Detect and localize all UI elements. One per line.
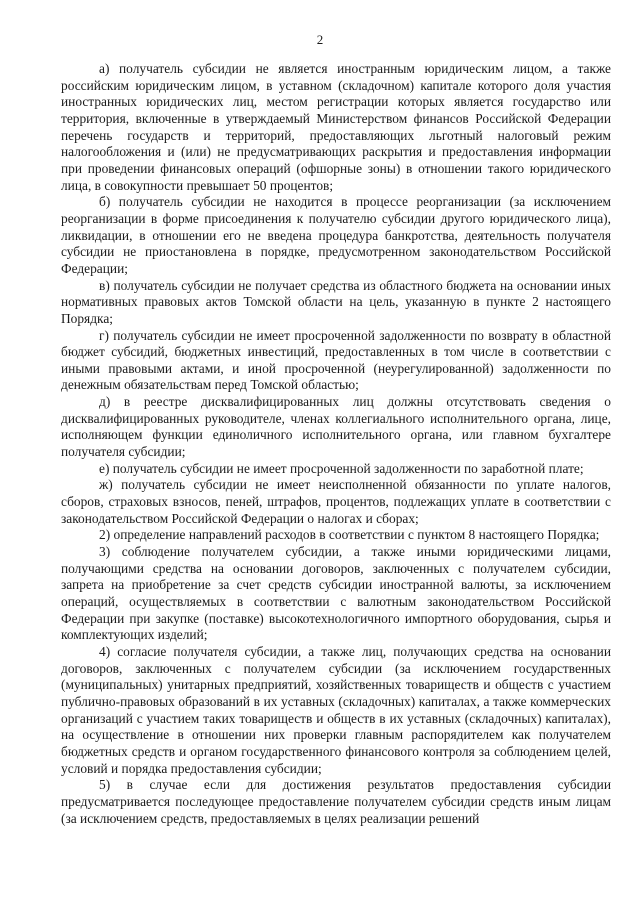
paragraph-a: а) получатель субсидии не является иностранным юридическим лицом, а также российским юридическим лицом, в уставном (складочном) капитале которого доля участия иностранных юридических лиц, местом регистрации которых является государство или территория, включенные в утверждаемый Министерством финансов Российской Федерации перечень государств и территорий, предоставляющих льготный налоговый режим налогообложения и (или) не предусматривающих раскрытия и предоставления информации при проведении финансовых операций (офшорные зоны) в отношении такого юридического лица, в совокупности превышает 50 процентов; — [61, 61, 611, 193]
paragraph-2: 2) определение направлений расходов в соответствии с пунктом 8 настоящего Порядка; — [99, 527, 600, 543]
paragraph-4: 4) согласие получателя субсидии, а также лиц, получающих средства на основании договоров, заключенных с получателем субсидии (за исключением государственных (муниципальных) унитарных предприятий, хозяйственных товариществ и обществ с участием публично-правовых образований в их уставных (складочных) капиталах, а также коммерческих организаций с участием таких товариществ и обществ в их уставных (складочных) капиталах), на осуществление в отношении них проверки главным распорядителем как получателем бюджетных средств и органом государственного финансового контроля за соблюдением целей, условий и порядка предоставления субсидии; — [61, 643, 611, 776]
page-number: 2 — [316, 32, 324, 47]
paragraph-v: в) получатель субсидии не получает средства из областного бюджета на основании иных нормативных правовых актов Томской области на цель, указанную в пункте 2 настоящего Порядка; — [61, 277, 611, 326]
paragraph-g: г) получатель субсидии не имеет просроченной задолженности по возврату в областной бюджет субсидий, бюджетных инвестиций, предоставленных в том числе в соответствии с иными правовыми актами, и иной просроченной (неурегулированной) задолженности по денежным обязательствам перед Томской областью; — [61, 327, 611, 393]
paragraph-zh: ж) получатель субсидии не имеет неисполненной обязанности по уплате налогов, сборов, страховых взносов, пеней, штрафов, процентов, подлежащих уплате в соответствии с законодательством Российской Федерации о налогах и сборах; — [61, 477, 611, 526]
paragraph-5: 5) в случае если для достижения результатов предоставления субсидии предусматривается последующее предоставление получателем субсидии средств иным лицам (за исключением средств, предоставляемых в целях реализации решений — [61, 777, 611, 826]
document-body — [61, 61, 611, 827]
paragraph-e: е) получатель субсидии не имеет просроченной задолженности по заработной плате; — [99, 460, 584, 476]
paragraph-b: б) получатель субсидии не находится в процессе реорганизации (за исключением реорганизации в форме присоединения к получателю субсидии другого юридического лица), ликвидации, в отношении его не введена процедура банкротства, деятельность получателя субсидии не приостановлена в порядке, предусмотренном законодательством Российской Федерации; — [61, 194, 611, 276]
paragraph-d: д) в реестре дисквалифицированных лиц должны отсутствовать сведения о дисквалифицированных руководителе, членах коллегиального исполнительного органа, лице, исполняющем функции единоличного исполнительного органа, или главном бухгалтере получателя субсидии; — [61, 394, 611, 460]
paragraph-3: 3) соблюдение получателем субсидии, а также иными юридическими лицами, получающими средства на основании договоров, заключенных с получателем субсидии, запрета на приобретение за счет средств субсидии иностранной валюты, за исключением операций, осуществляемых в соответствии с валютным законодательством Российской Федерации при закупке (поставке) высокотехнологичного импортного оборудования, сырья и комплектующих изделий; — [61, 544, 611, 643]
